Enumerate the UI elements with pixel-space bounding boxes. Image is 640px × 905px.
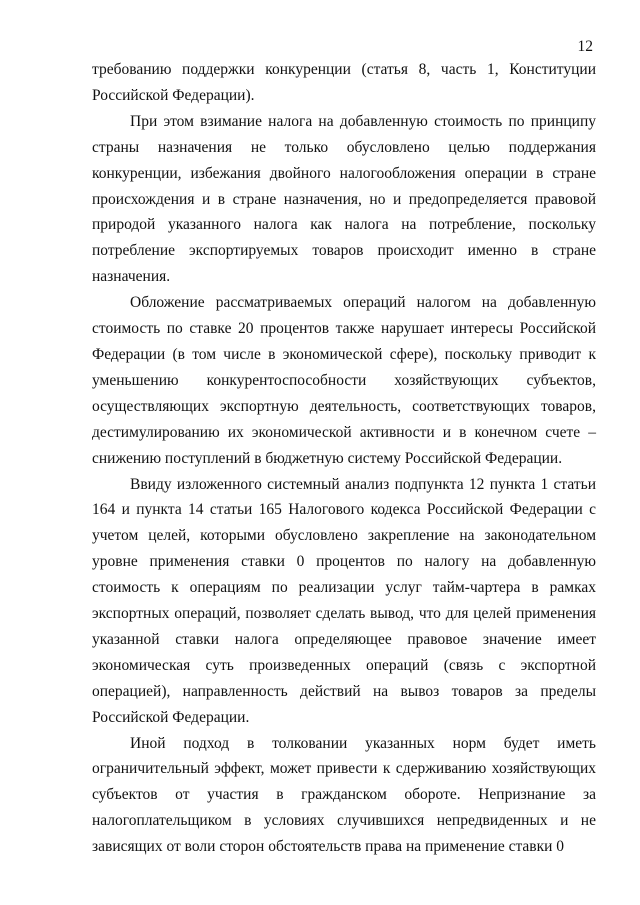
document-body xyxy=(92,57,596,860)
paragraph-systemic-analysis: Ввиду изложенного системный анализ подпункта 12 пункта 1 статьи 164 и пункта 14 статьи 165 Налогового кодекса Российской Федерации с учетом целей, которыми обусловлено закрепление на законодательном уровне применения ставки 0 процентов по налогу на добавленную стоимость к операциям по реализации услуг тайм-чартера в рамках экспортных операций, позволяет сделать вывод, что для целей применения указанной ставки налога определяющее правовое значение имеет экономическая суть произведенных операций (связь с экспортной операцией), направленность действий на вывоз товаров за пределы Российской Федерации. xyxy=(92,475,596,726)
page-number: 12 xyxy=(577,38,593,55)
paragraph-alternative-approach: Иной подход в толковании указанных норм будет иметь ограничительный эффект, может привести к сдерживанию хозяйствующих субъектов от участия в гражданском обороте. Непризнание за налогоплательщиком в условиях случившихся непредвиденных и не зависящих от воли сторон обстоятельств права на применение ставки 0 xyxy=(92,734,596,856)
paragraph-continuation: требованию поддержки конкуренции (статья 8, часть 1, Конституции Российской Федерации). xyxy=(92,61,596,104)
paragraph-twenty-percent-rate: Обложение рассматриваемых операций налогом на добавленную стоимость по ставке 20 процентов также нарушает интересы Российской Федерации (в том числе в экономической сфере), поскольку приводит к уменьшению конкурентоспособности хозяйствующих субъектов, осуществляющих экспортную деятельность, соответствующих товаров, дестимулированию их экономической активности и в конечном счете – снижению поступлений в бюджетную систему Российской Федерации. xyxy=(92,294,596,467)
paragraph-destination-principle: При этом взимание налога на добавленную стоимость по принципу страны назначения не только обусловлено целью поддержания конкуренции, избежания двойного налогообложения операции в стране происхождения и в стране назначения, но и предопределяется правовой природой указанного налога как налога на потребление, поскольку потребление экспортируемых товаров происходит именно в стране назначения. xyxy=(92,112,596,286)
